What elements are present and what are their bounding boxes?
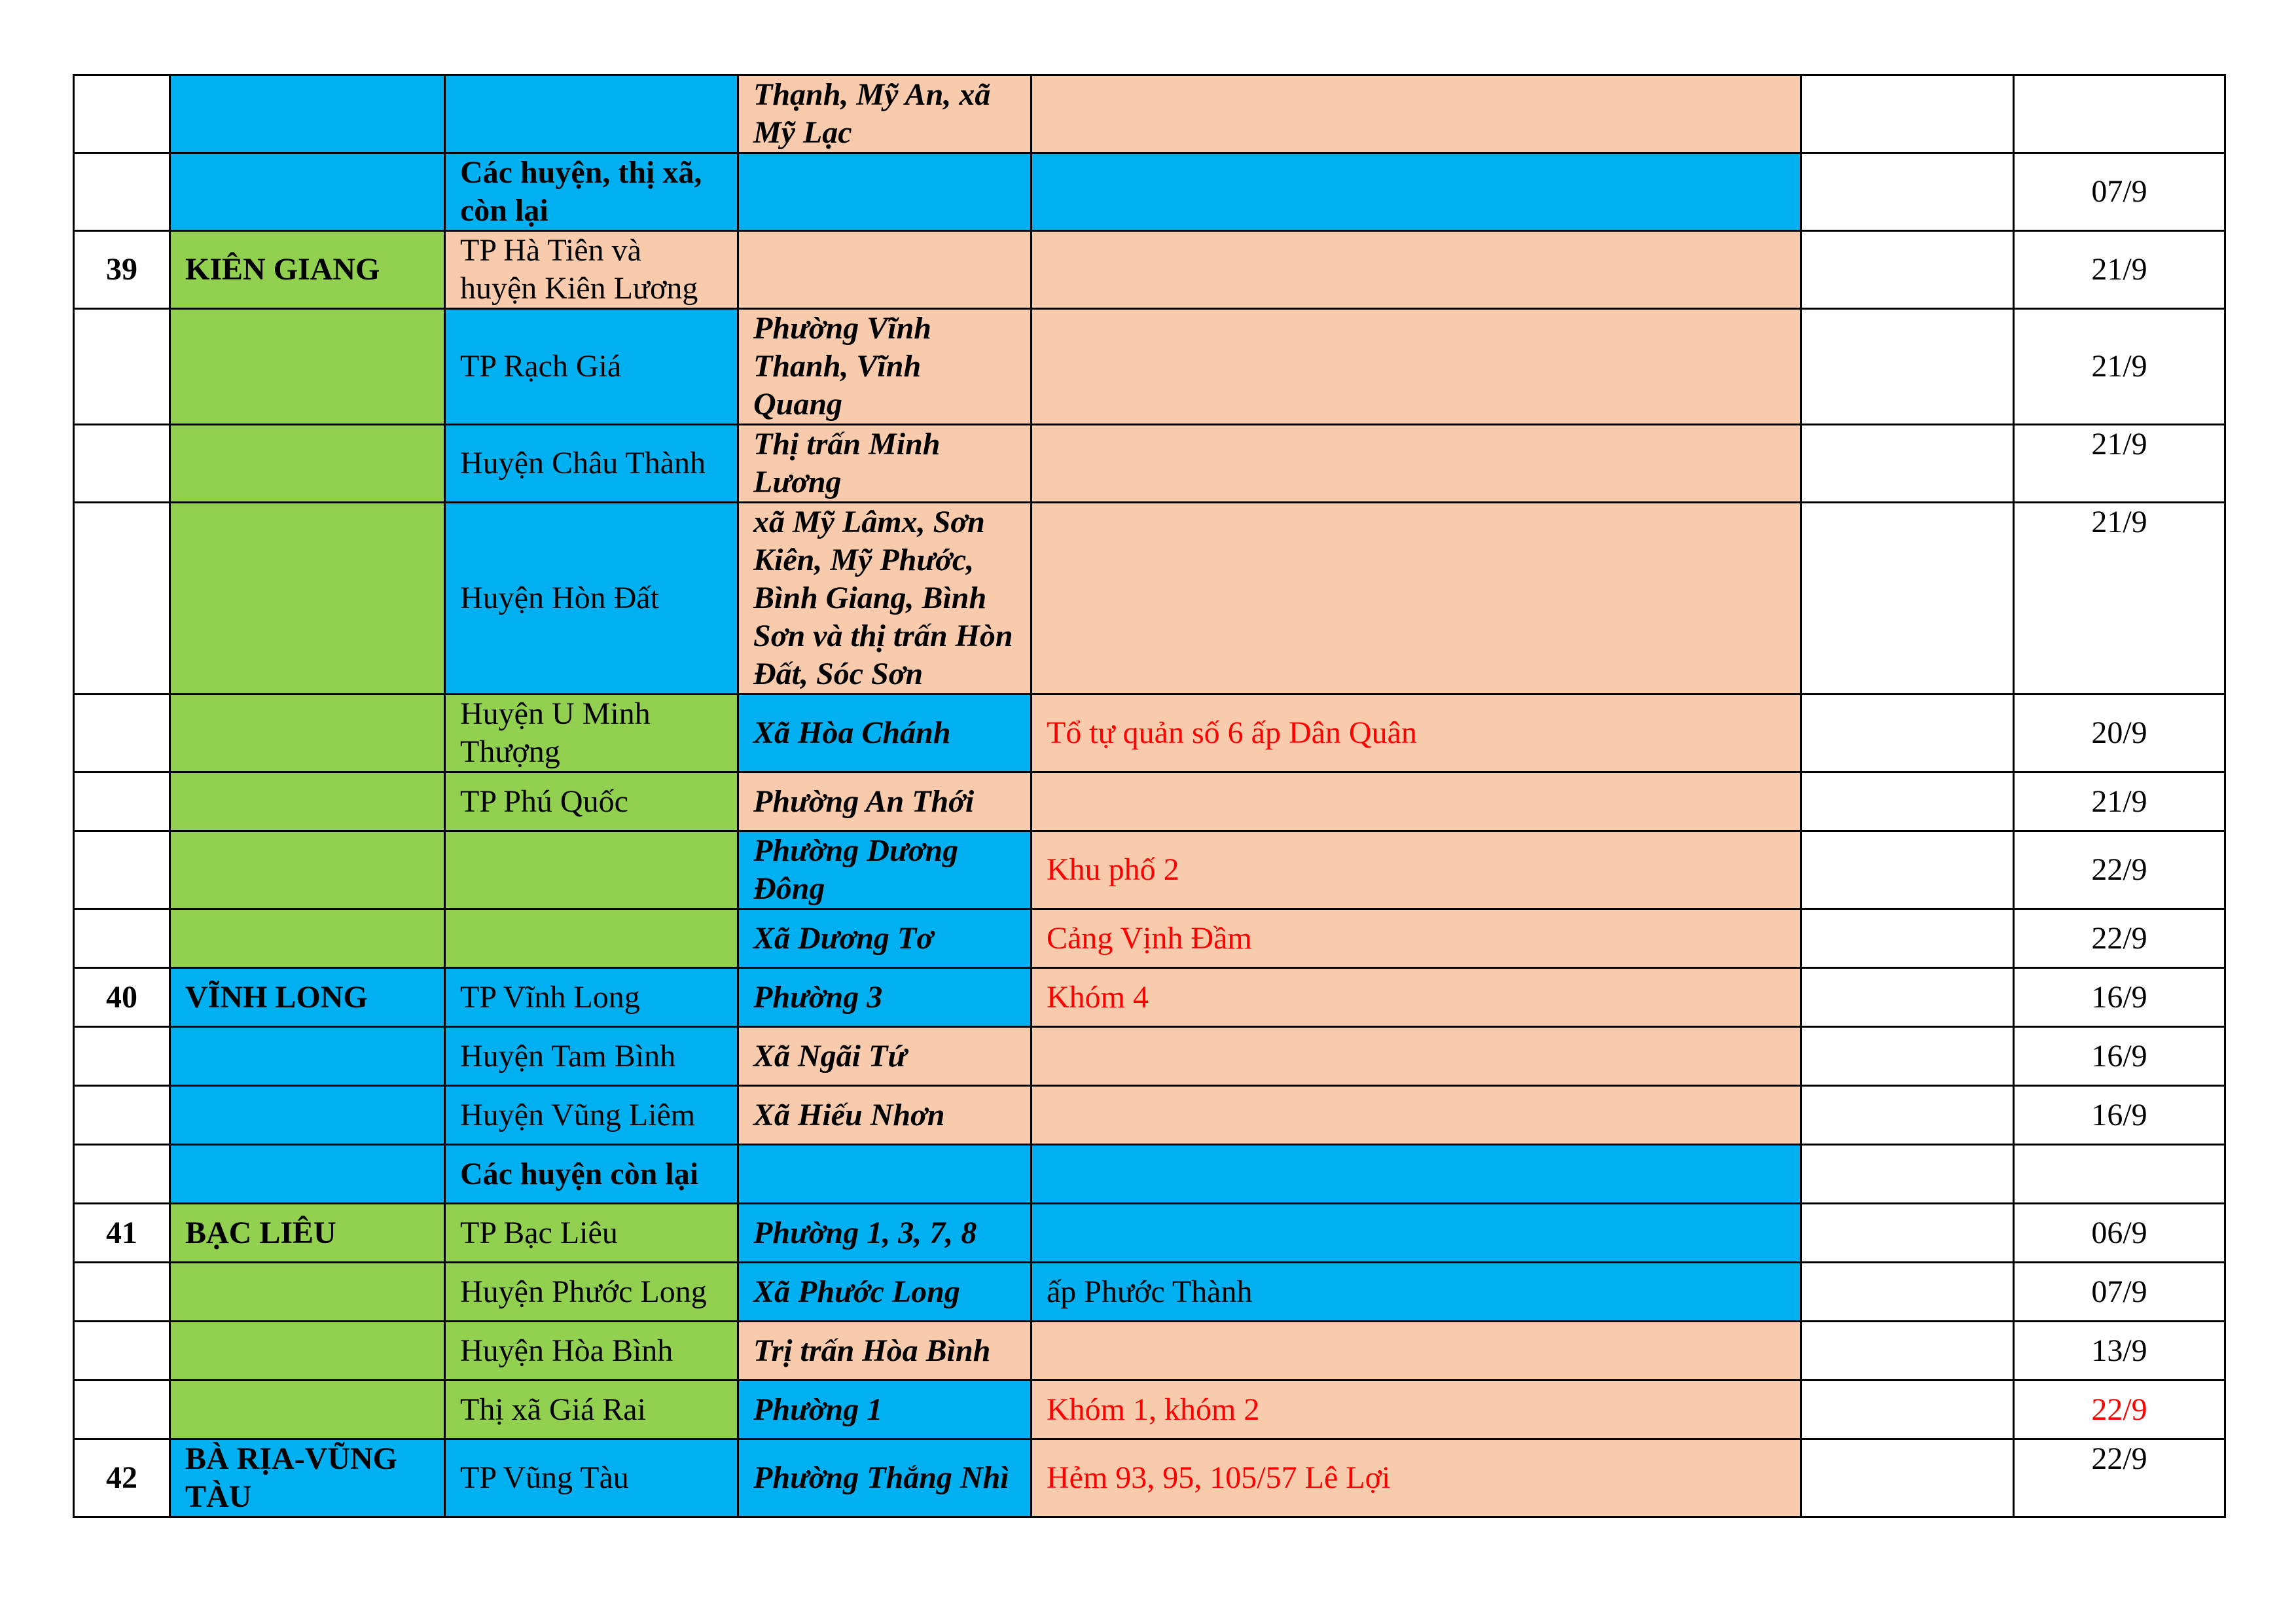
cell-detail: Tổ tự quản số 6 ấp Dân Quân — [1031, 695, 1801, 772]
cell-province: VĨNH LONG — [170, 968, 445, 1027]
cell-detail — [1031, 1204, 1801, 1263]
cell-no — [74, 695, 170, 772]
cell-province — [170, 909, 445, 968]
cell-ward — [738, 1145, 1031, 1204]
cell-detail — [1031, 1086, 1801, 1145]
cell-ward: Xã Hòa Chánh — [738, 695, 1031, 772]
table-row — [74, 1145, 2225, 1204]
cell-ward: Phường Dương Đông — [738, 831, 1031, 909]
cell-province — [170, 503, 445, 695]
cell-no — [74, 309, 170, 425]
cell-blank — [1801, 425, 2014, 503]
cell-date: 07/9 — [2014, 153, 2225, 231]
cell-date: 07/9 — [2014, 1263, 2225, 1322]
table-row — [74, 831, 2225, 909]
cell-ward: Phường 1, 3, 7, 8 — [738, 1204, 1031, 1263]
cell-district: TP Vũng Tàu — [445, 1439, 738, 1517]
cell-province — [170, 1027, 445, 1086]
table-row — [74, 309, 2225, 425]
cell-blank — [1801, 1380, 2014, 1439]
cell-date: 13/9 — [2014, 1322, 2225, 1380]
cell-date: 20/9 — [2014, 695, 2225, 772]
cell-blank — [1801, 968, 2014, 1027]
cell-no — [74, 153, 170, 231]
table-row — [74, 772, 2225, 831]
cell-blank — [1801, 1027, 2014, 1086]
cell-province — [170, 75, 445, 153]
cell-no: 42 — [74, 1439, 170, 1517]
cell-ward: Phường Vĩnh Thanh, Vĩnh Quang — [738, 309, 1031, 425]
table-body — [74, 75, 2225, 1517]
cell-district: TP Vĩnh Long — [445, 968, 738, 1027]
cell-district: TP Hà Tiên và huyện Kiên Lương — [445, 231, 738, 309]
cell-province — [170, 425, 445, 503]
cell-detail: Khu phố 2 — [1031, 831, 1801, 909]
cell-detail — [1031, 153, 1801, 231]
cell-no — [74, 75, 170, 153]
cell-date: 22/9 — [2014, 909, 2225, 968]
cell-province: BÀ RỊA-VŨNG TÀU — [170, 1439, 445, 1517]
cell-district: Các huyện còn lại — [445, 1145, 738, 1204]
cell-blank — [1801, 1204, 2014, 1263]
cell-ward — [738, 153, 1031, 231]
cell-date — [2014, 1145, 2225, 1204]
cell-blank — [1801, 1086, 2014, 1145]
cell-ward: Xã Dương Tơ — [738, 909, 1031, 968]
cell-no — [74, 909, 170, 968]
cell-detail: Hẻm 93, 95, 105/57 Lê Lợi — [1031, 1439, 1801, 1517]
cell-district: Huyện Phước Long — [445, 1263, 738, 1322]
cell-province — [170, 153, 445, 231]
cell-date: 21/9 — [2014, 231, 2225, 309]
cell-district: TP Bạc Liêu — [445, 1204, 738, 1263]
cell-province — [170, 831, 445, 909]
cell-date: 21/9 — [2014, 425, 2225, 503]
cell-district: Huyện Vũng Liêm — [445, 1086, 738, 1145]
cell-province — [170, 695, 445, 772]
table-row — [74, 1380, 2225, 1439]
cell-district: TP Phú Quốc — [445, 772, 738, 831]
cell-blank — [1801, 503, 2014, 695]
cell-ward: Thạnh, Mỹ An, xã Mỹ Lạc — [738, 75, 1031, 153]
cell-detail: Khóm 1, khóm 2 — [1031, 1380, 1801, 1439]
cell-no — [74, 1027, 170, 1086]
table-row — [74, 231, 2225, 309]
cell-no — [74, 1380, 170, 1439]
table-row — [74, 695, 2225, 772]
cell-no — [74, 1145, 170, 1204]
cell-detail: ấp Phước Thành — [1031, 1263, 1801, 1322]
cell-blank — [1801, 1145, 2014, 1204]
cell-district — [445, 75, 738, 153]
cell-no — [74, 772, 170, 831]
cell-ward: Trị trấn Hòa Bình — [738, 1322, 1031, 1380]
cell-district: Huyện Hòa Bình — [445, 1322, 738, 1380]
cell-detail — [1031, 1027, 1801, 1086]
cell-province: KIÊN GIANG — [170, 231, 445, 309]
cell-no: 41 — [74, 1204, 170, 1263]
cell-blank — [1801, 1322, 2014, 1380]
cell-district — [445, 909, 738, 968]
cell-district: Các huyện, thị xã, còn lại — [445, 153, 738, 231]
cell-blank — [1801, 309, 2014, 425]
cell-blank — [1801, 831, 2014, 909]
cell-date: 21/9 — [2014, 772, 2225, 831]
cell-district — [445, 831, 738, 909]
cell-detail: Khóm 4 — [1031, 968, 1801, 1027]
table-row — [74, 153, 2225, 231]
cell-detail — [1031, 503, 1801, 695]
cell-ward: Xã Hiếu Nhơn — [738, 1086, 1031, 1145]
cell-detail — [1031, 309, 1801, 425]
cell-no — [74, 831, 170, 909]
cell-no: 40 — [74, 968, 170, 1027]
table-row — [74, 909, 2225, 968]
cell-detail — [1031, 1322, 1801, 1380]
schedule-table — [73, 74, 2226, 1518]
cell-district: Huyện Hòn Đất — [445, 503, 738, 695]
cell-date: 22/9 — [2014, 831, 2225, 909]
table-row — [74, 1439, 2225, 1517]
cell-province — [170, 1086, 445, 1145]
cell-ward: Phường Thắng Nhì — [738, 1439, 1031, 1517]
cell-blank — [1801, 153, 2014, 231]
cell-district: Thị xã Giá Rai — [445, 1380, 738, 1439]
cell-detail: Cảng Vịnh Đầm — [1031, 909, 1801, 968]
cell-detail — [1031, 75, 1801, 153]
cell-date: 21/9 — [2014, 503, 2225, 695]
table-row — [74, 968, 2225, 1027]
cell-district: Huyện Châu Thành — [445, 425, 738, 503]
cell-detail — [1031, 231, 1801, 309]
table-row — [74, 1086, 2225, 1145]
cell-date: 16/9 — [2014, 1086, 2225, 1145]
cell-no — [74, 503, 170, 695]
cell-no — [74, 1263, 170, 1322]
cell-ward: xã Mỹ Lâmx, Sơn Kiên, Mỹ Phước, Bình Giang, Bình Sơn và thị trấn Hòn Đất, Sóc Sơn — [738, 503, 1031, 695]
cell-no — [74, 1322, 170, 1380]
table-row — [74, 1204, 2225, 1263]
cell-ward: Thị trấn Minh Lương — [738, 425, 1031, 503]
table-row — [74, 1263, 2225, 1322]
cell-district: Huyện U Minh Thượng — [445, 695, 738, 772]
cell-blank — [1801, 772, 2014, 831]
cell-province — [170, 1145, 445, 1204]
cell-blank — [1801, 695, 2014, 772]
cell-province — [170, 309, 445, 425]
cell-date: 21/9 — [2014, 309, 2225, 425]
table-row — [74, 425, 2225, 503]
cell-blank — [1801, 75, 2014, 153]
cell-province — [170, 1322, 445, 1380]
cell-no — [74, 425, 170, 503]
cell-date: 06/9 — [2014, 1204, 2225, 1263]
cell-no: 39 — [74, 231, 170, 309]
cell-ward — [738, 231, 1031, 309]
cell-date — [2014, 75, 2225, 153]
cell-detail — [1031, 772, 1801, 831]
cell-province: BẠC LIÊU — [170, 1204, 445, 1263]
table-row — [74, 503, 2225, 695]
cell-date: 16/9 — [2014, 968, 2225, 1027]
cell-ward: Xã Phước Long — [738, 1263, 1031, 1322]
cell-ward: Phường An Thới — [738, 772, 1031, 831]
cell-district: Huyện Tam Bình — [445, 1027, 738, 1086]
cell-date: 22/9 — [2014, 1380, 2225, 1439]
cell-blank — [1801, 1439, 2014, 1517]
cell-detail — [1031, 425, 1801, 503]
cell-province — [170, 772, 445, 831]
cell-no — [74, 1086, 170, 1145]
cell-date: 16/9 — [2014, 1027, 2225, 1086]
cell-province — [170, 1380, 445, 1439]
table-row — [74, 1322, 2225, 1380]
cell-blank — [1801, 909, 2014, 968]
cell-district: TP Rạch Giá — [445, 309, 738, 425]
cell-ward: Phường 3 — [738, 968, 1031, 1027]
table-row — [74, 1027, 2225, 1086]
cell-blank — [1801, 231, 2014, 309]
cell-date: 22/9 — [2014, 1439, 2225, 1517]
cell-blank — [1801, 1263, 2014, 1322]
cell-detail — [1031, 1145, 1801, 1204]
table-row — [74, 75, 2225, 153]
cell-ward: Xã Ngãi Tứ — [738, 1027, 1031, 1086]
cell-ward: Phường 1 — [738, 1380, 1031, 1439]
cell-province — [170, 1263, 445, 1322]
